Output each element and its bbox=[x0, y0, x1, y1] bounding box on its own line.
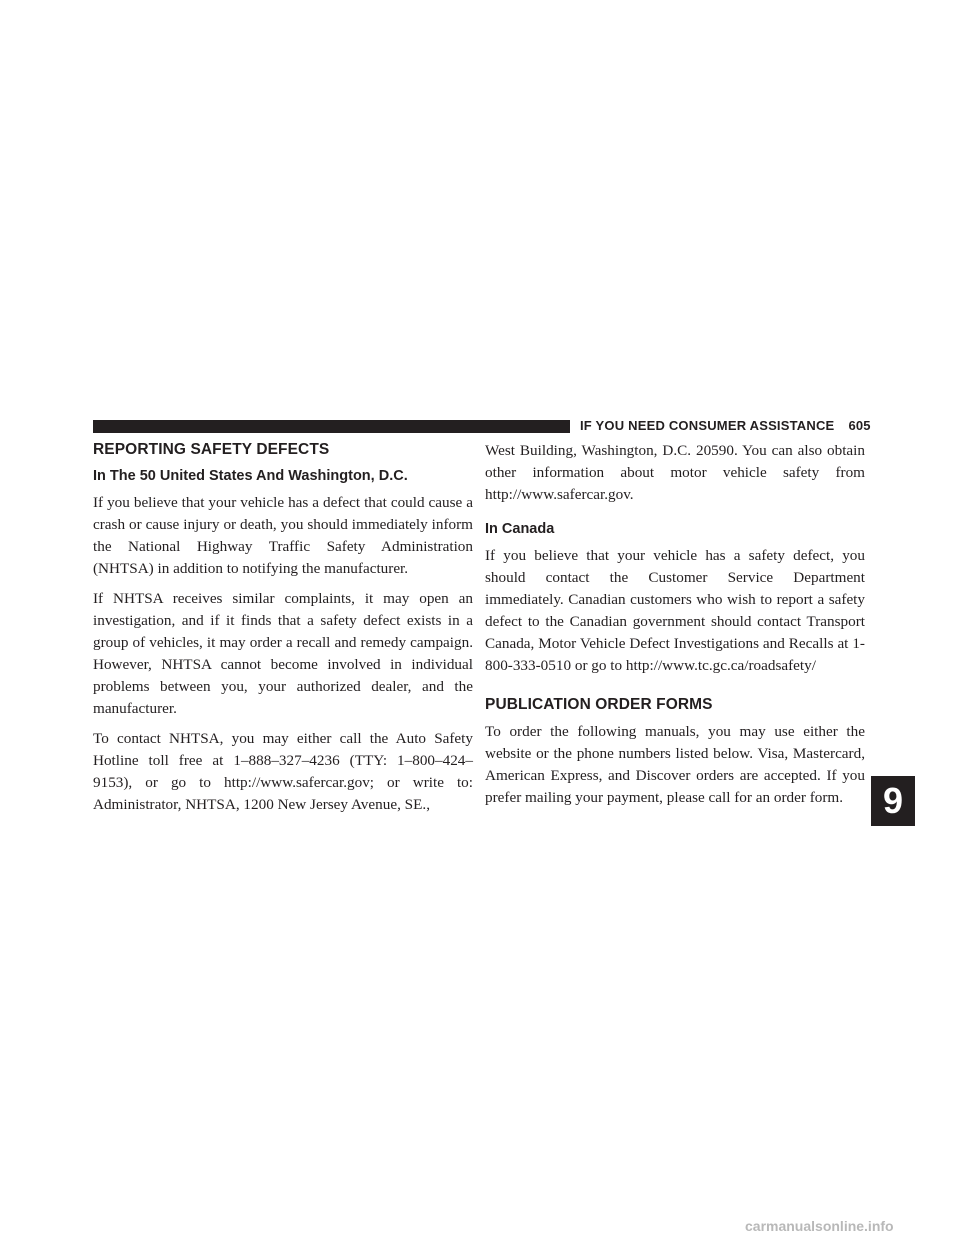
right-column bbox=[485, 440, 865, 817]
running-header bbox=[580, 418, 871, 433]
paragraph-publication: To order the following manuals, you may use either the website or the phone numbers listed below. Visa, Mastercard, American Express, and Discover orders are accepted. If you prefer mailing your payment, please call for an order form. bbox=[485, 723, 865, 806]
paragraph-canada: If you believe that your vehicle has a safety defect, you should contact the Customer Service Department immediately. Canadian customers who wish to report a safety defect to the Canadian government should contact Transport Canada, Motor Vehicle Defect Investigations and Recalls at 1-800-333-0510 or go to http://www.tc.gc.ca/roadsafety/ bbox=[485, 547, 865, 674]
chapter-tab: 9 bbox=[871, 776, 915, 826]
header-rule bbox=[93, 420, 570, 433]
heading-reporting-safety-defects: REPORTING SAFETY DEFECTS bbox=[93, 441, 330, 458]
section-title: IF YOU NEED CONSUMER ASSISTANCE bbox=[580, 418, 835, 433]
paragraph-contact-nhtsa: To contact NHTSA, you may either call the Auto Safety Hotline toll free at 1–888–327–4236 (TTY: 1–800–424–9153), or go to http://www.safercar.gov; or write to: Administrator, NHTSA, 1200 New Jersey Avenue, SE., bbox=[93, 730, 473, 813]
paragraph-inform-nhtsa: If you believe that your vehicle has a defect that could cause a crash or cause injury or death, you should immediately inform the National Highway Traffic Safety Administration (NHTSA) in addition to notifying the manufacturer. bbox=[93, 494, 473, 577]
page-number: 605 bbox=[848, 418, 871, 433]
heading-canada: In Canada bbox=[485, 521, 555, 537]
watermark: carmanualsonline.info bbox=[745, 1218, 894, 1234]
paragraph-nhtsa-complaints: If NHTSA receives similar complaints, it may open an investigation, and if it finds that a safety defect exists in a group of vehicles, it may order a recall and remedy campaign. However, NHTSA cannot become involved in individual problems between you, your authorized dealer, and the manufacturer. bbox=[93, 590, 473, 717]
left-column bbox=[93, 440, 473, 824]
heading-us: In The 50 United States And Washington, D.C. bbox=[93, 468, 408, 484]
heading-publication-order-forms: PUBLICATION ORDER FORMS bbox=[485, 696, 713, 713]
paragraph-contact-continued: West Building, Washington, D.C. 20590. You can also obtain other information about motor vehicle safety from http://www.safercar.gov. bbox=[485, 442, 865, 503]
